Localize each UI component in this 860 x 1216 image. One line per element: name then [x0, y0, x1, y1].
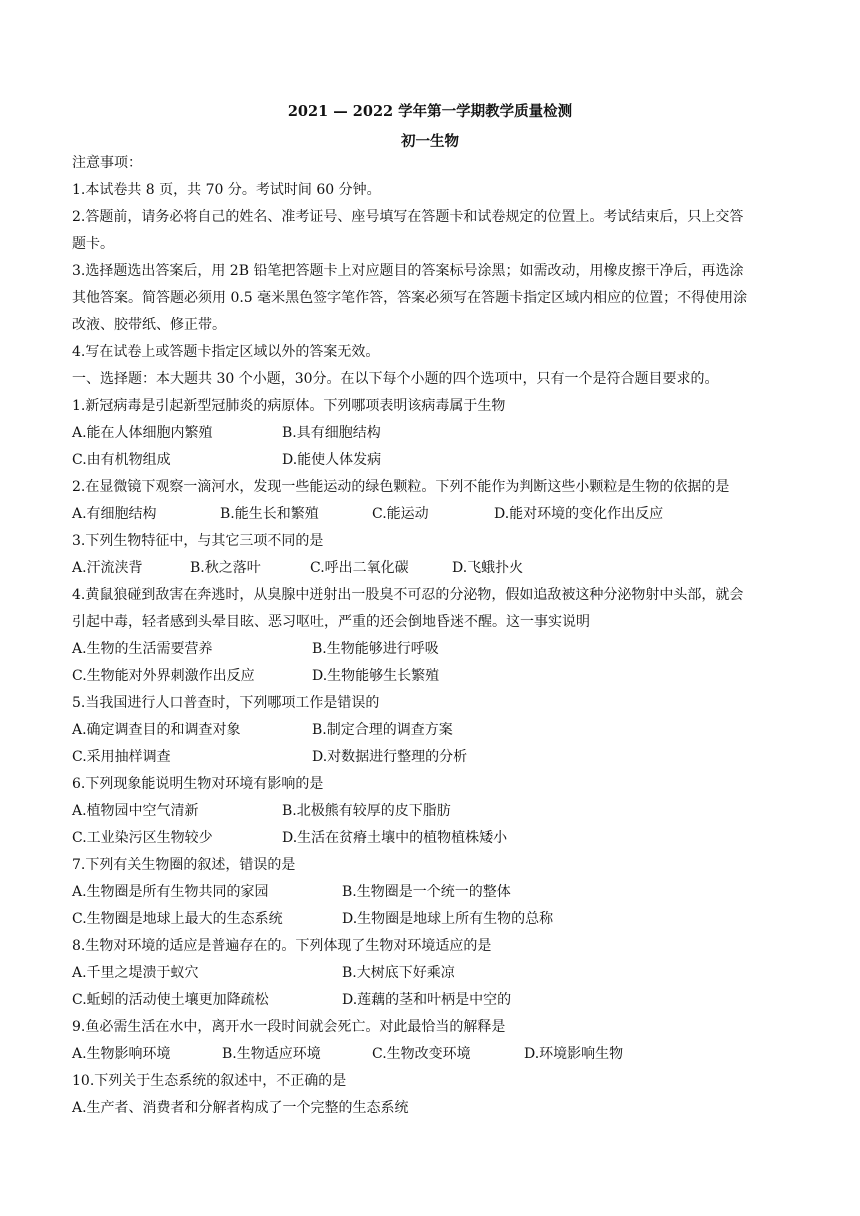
question-8-option-b: B.大树底下好乘凉 [342, 965, 455, 981]
question-9-option-a: A.生物影响环境 [72, 1046, 171, 1062]
question-6-stem: 6.下列现象能说明生物对环境有影响的是 [72, 776, 324, 792]
question-7-options-row-1 [72, 884, 792, 900]
question-9-options-row [72, 1046, 792, 1062]
question-5-option-b: B.制定合理的调查方案 [312, 722, 453, 738]
question-6-option-b: B.北极熊有较厚的皮下脂肪 [282, 803, 451, 819]
question-9-option-c: C.生物改变环境 [372, 1046, 471, 1062]
question-7-option-d: D.生物圈是地球上所有生物的总称 [342, 911, 554, 927]
question-7-stem: 7.下列有关生物圈的叙述，错误的是 [72, 857, 296, 873]
note-3-line-3: 改液、胶带纸、修正带。 [72, 317, 226, 333]
question-6-option-a: A.植物园中空气清新 [72, 803, 199, 819]
exam-subject: 初一生物 [401, 133, 459, 150]
note-3-line-2: 其他答案。简答题必须用 0.5 毫米黑色签字笔作答，答案必须写在答题卡指定区域内相应的位置；不得使用涂 [72, 290, 748, 306]
question-3-stem: 3.下列生物特征中，与其它三项不同的是 [72, 533, 324, 549]
question-3-options-row [72, 560, 792, 576]
question-8-stem: 8.生物对环境的适应是普遍存在的。下列体现了生物对环境适应的是 [72, 938, 492, 954]
question-7-option-c: C.生物圈是地球上最大的生态系统 [72, 911, 283, 927]
question-6-options-row-1 [72, 803, 792, 819]
question-4-stem-line-1: 4.黄鼠狼碰到敌害在奔逃时，从臭腺中迸射出一股臭不可忍的分泌物，假如追敌被这种分泌物射中头部，就会 [72, 587, 744, 603]
question-7-option-b: B.生物圈是一个统一的整体 [342, 884, 511, 900]
note-2-line-1: 2.答题前，请务必将自己的姓名、准考证号、座号填写在答题卡和试卷规定的位置上。考试结束后，只上交答 [72, 209, 744, 225]
question-4-option-a: A.生物的生活需要营养 [72, 641, 213, 657]
question-3-option-d: D.飞蛾扑火 [452, 560, 524, 576]
question-9-option-d: D.环境影响生物 [524, 1046, 624, 1062]
question-1-options-row-2 [72, 452, 792, 468]
question-4-stem-line-2: 引起中毒，轻者感到头晕目眩、恶习呕吐，严重的还会倒地昏迷不醒。这一事实说明 [72, 614, 590, 630]
note-3-line-1: 3.选择题选出答案后，用 2B 铅笔把答题卡上对应题目的答案标号涂黑；如需改动，用橡皮擦干净后，再选涂 [72, 263, 744, 279]
note-4: 4.写在试卷上或答题卡指定区域以外的答案无效。 [72, 344, 380, 360]
section-heading: 一、选择题：本大题共 30 个小题，30分。在以下每个小题的四个选项中，只有一个是符合题目要求的。 [72, 371, 719, 387]
question-10-stem: 10.下列关于生态系统的叙述中，不正确的是 [72, 1073, 347, 1089]
notes-heading: 注意事项： [72, 155, 142, 171]
note-2-line-2: 题卡。 [72, 236, 114, 252]
question-4-options-row-2 [72, 668, 792, 684]
note-1: 1.本试卷共 8 页，共 70 分。考试时间 60 分钟。 [72, 182, 381, 198]
question-8-options-row-2 [72, 992, 792, 1008]
question-5-option-d: D.对数据进行整理的分析 [312, 749, 468, 765]
question-7-options-row-2 [72, 911, 792, 927]
question-2-options-row [72, 506, 792, 522]
question-5-option-a: A.确定调查目的和调查对象 [72, 722, 241, 738]
question-4-option-b: B.生物能够进行呼吸 [312, 641, 439, 657]
question-5-options-row-1 [72, 722, 792, 738]
question-8-option-a: A.千里之堤溃于蚁穴 [72, 965, 199, 981]
question-1-option-b: B.具有细胞结构 [282, 425, 381, 441]
question-3-option-c: C.呼出二氧化碳 [310, 560, 409, 576]
question-8-option-c: C.蚯蚓的活动使土壤更加降疏松 [72, 992, 269, 1008]
question-1-option-d: D.能使人体发病 [282, 452, 382, 468]
question-6-option-d: D.生活在贫瘠土壤中的植物植株矮小 [282, 830, 508, 846]
exam-title: 2021 — 2022 学年第一学期教学质量检测 [287, 103, 573, 120]
question-4-options-row-1 [72, 641, 792, 657]
question-2-option-b: B.能生长和繁殖 [220, 506, 319, 522]
question-4-option-c: C.生物能对外界刺激作出反应 [72, 668, 255, 684]
question-1-stem: 1.新冠病毒是引起新型冠肺炎的病原体。下列哪项表明该病毒属于生物 [72, 398, 506, 414]
question-2-stem: 2.在显微镜下观察一滴河水，发现一些能运动的绿色颗粒。下列不能作为判断这些小颗粒是生物的依据的是 [72, 479, 730, 495]
question-7-option-a: A.生物圈是所有生物共同的家园 [72, 884, 269, 900]
question-9-stem: 9.鱼必需生活在水中，离开水一段时间就会死亡。对此最恰当的解释是 [72, 1019, 506, 1035]
question-5-option-c: C.采用抽样调查 [72, 749, 171, 765]
question-10-option-a: A.生产者、消费者和分解者构成了一个完整的生态系统 [72, 1100, 409, 1116]
question-8-option-d: D.莲藕的茎和叶柄是中空的 [342, 992, 512, 1008]
question-1-options-row-1 [72, 425, 792, 441]
question-6-options-row-2 [72, 830, 792, 846]
question-1-option-c: C.由有机物组成 [72, 452, 171, 468]
question-4-option-d: D.生物能够生长繁殖 [312, 668, 440, 684]
question-5-options-row-2 [72, 749, 792, 765]
question-2-option-a: A.有细胞结构 [72, 506, 157, 522]
question-3-option-a: A.汗流浃背 [72, 560, 143, 576]
question-6-option-c: C.工业染污区生物较少 [72, 830, 213, 846]
question-3-option-b: B.秋之落叶 [190, 560, 261, 576]
question-2-option-c: C.能运动 [372, 506, 429, 522]
question-8-options-row-1 [72, 965, 792, 981]
question-2-option-d: D.能对环境的变化作出反应 [494, 506, 664, 522]
question-9-option-b: B.生物适应环境 [222, 1046, 321, 1062]
question-1-option-a: A.能在人体细胞内繁殖 [72, 425, 213, 441]
question-5-stem: 5.当我国进行人口普查时，下列哪项工作是错误的 [72, 695, 380, 711]
